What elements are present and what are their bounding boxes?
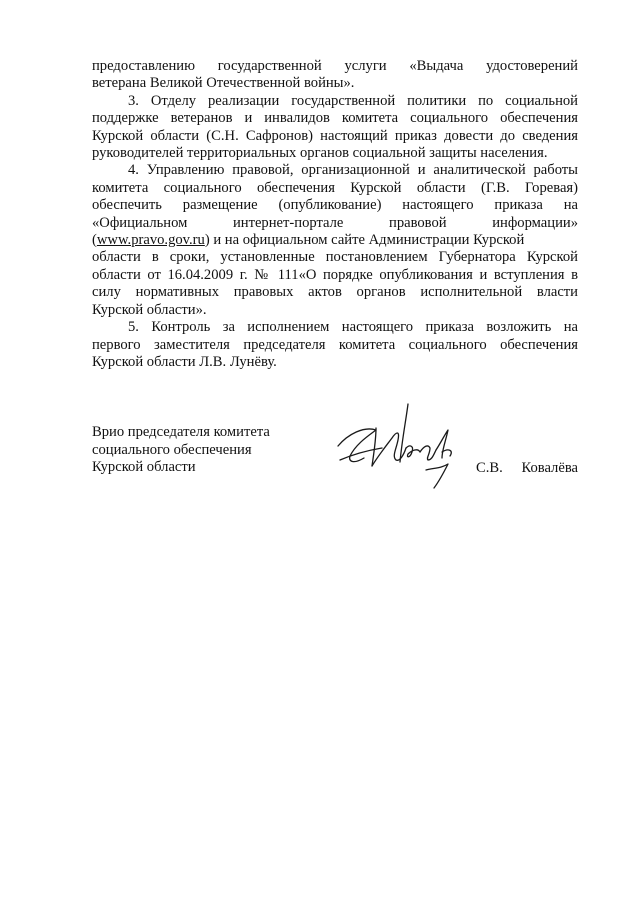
text-line-with-link [92,232,578,249]
link-bracket: ( [92,232,97,249]
text-line: Курской области Л.В. Лунёву. [92,353,277,370]
handwritten-signature [330,400,470,495]
signatory-surname: Ковалёва [521,460,578,476]
text-line: области в сроки, установленные постановлением Губернатора Курской [92,249,578,266]
text-line: области от 16.04.2009 г. № 111«О порядке опубликования и вступления в [92,266,578,283]
text-line: 3. Отделу реализации государственной политики по социальной [128,92,578,109]
signatory-initials: С.В. [476,460,503,476]
position-line: Врио председателя комитета [92,424,270,440]
text-line: комитета социального обеспечения Курской области (Г.В. Горевая) [92,179,578,196]
pravo-gov-link[interactable]: www.pravo.gov.ru [96,232,205,249]
document-body [92,58,578,371]
signatory-name [476,460,578,478]
text-line: 5. Контроль за исполнением настоящего приказа возложить на [128,319,578,336]
text-line: силу нормативных правовых актов органов исполнительной власти [92,284,578,301]
text-line: 4. Управлению правовой, организационной и аналитической работы [128,162,578,179]
text-line: Курской области (С.Н. Сафронов) настоящий приказ довести до сведения [92,127,578,144]
position-line: социального обеспечения [92,441,252,458]
signatory-position [92,424,270,477]
text-line: поддержке ветеранов и инвалидов комитета социального обеспечения [92,110,578,127]
text-line: обеспечить размещение (опубликование) настоящего приказа на [92,197,578,214]
text-line: «Официальном интернет-портале правовой информации» [92,214,578,231]
position-line: Курской области [92,459,196,476]
text-line: руководителей территориальных органов социальной защиты населения. [92,145,548,162]
link-tail-text: ) и на официальном сайте Администрации Курской [204,232,525,249]
text-line: первого заместителя председателя комитета социального обеспечения [92,336,578,353]
text-line: Курской области». [92,301,207,318]
text-line: ветерана Великой Отечественной войны». [92,75,355,92]
text-line: предоставлению государственной услуги «Выдача удостоверений [92,58,578,74]
